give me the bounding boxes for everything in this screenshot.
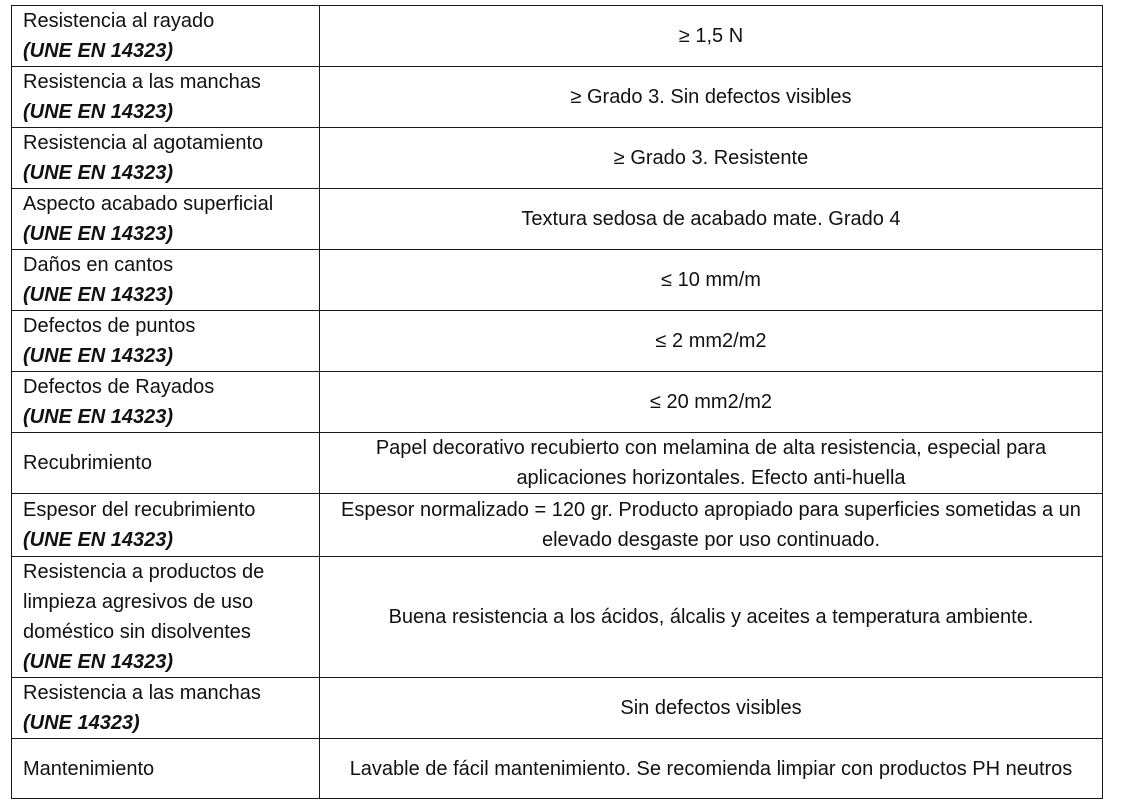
table-row bbox=[12, 372, 1103, 433]
property-cell bbox=[12, 250, 320, 311]
property-cell bbox=[12, 311, 320, 372]
value-cell: Sin defectos visibles bbox=[320, 678, 1103, 739]
table-row bbox=[12, 128, 1103, 189]
specifications-table bbox=[11, 5, 1103, 799]
value-cell: ≥ Grado 3. Resistente bbox=[320, 128, 1103, 189]
property-name: Resistencia al rayado bbox=[23, 10, 215, 32]
value-cell: ≤ 10 mm/m bbox=[320, 250, 1103, 311]
table-row bbox=[12, 67, 1103, 128]
property-standard: (UNE EN 14323) bbox=[23, 162, 174, 184]
value-cell: Papel decorativo recubierto con melamina de alta resistencia, especial para aplicaciones horizontales. Efecto anti-huella bbox=[320, 433, 1103, 494]
property-cell bbox=[12, 557, 320, 678]
value-cell: ≥ Grado 3. Sin defectos visibles bbox=[320, 67, 1103, 128]
table-row bbox=[12, 6, 1103, 67]
property-cell bbox=[12, 433, 320, 494]
property-name: Daños en cantos bbox=[23, 254, 174, 276]
property-name: Defectos de Rayados bbox=[23, 376, 215, 398]
property-name: Defectos de puntos bbox=[23, 315, 196, 337]
table-row bbox=[12, 739, 1103, 799]
property-standard: (UNE EN 14323) bbox=[23, 651, 174, 673]
value-cell: Buena resistencia a los ácidos, álcalis y aceites a temperatura ambiente. bbox=[320, 557, 1103, 678]
property-name: Espesor del recubrimiento bbox=[23, 499, 256, 521]
property-name: Resistencia a las manchas bbox=[23, 682, 261, 704]
property-cell bbox=[12, 189, 320, 250]
property-name: Resistencia al agotamiento bbox=[23, 132, 264, 154]
property-name: Resistencia a las manchas bbox=[23, 71, 261, 93]
property-standard: (UNE EN 14323) bbox=[23, 345, 174, 367]
property-standard: (UNE EN 14323) bbox=[23, 101, 174, 123]
property-name: Mantenimiento bbox=[23, 757, 155, 780]
table-row bbox=[12, 189, 1103, 250]
property-cell bbox=[12, 67, 320, 128]
value-cell: ≤ 2 mm2/m2 bbox=[320, 311, 1103, 372]
value-cell: Lavable de fácil mantenimiento. Se recomienda limpiar con productos PH neutros bbox=[320, 739, 1103, 799]
value-cell: Textura sedosa de acabado mate. Grado 4 bbox=[320, 189, 1103, 250]
table-row bbox=[12, 494, 1103, 557]
table-row bbox=[12, 250, 1103, 311]
property-cell bbox=[12, 678, 320, 739]
property-standard: (UNE EN 14323) bbox=[23, 40, 174, 62]
property-standard: (UNE EN 14323) bbox=[23, 406, 174, 428]
table-row bbox=[12, 433, 1103, 494]
property-standard: (UNE 14323) bbox=[23, 712, 140, 734]
property-standard: (UNE EN 14323) bbox=[23, 529, 174, 551]
property-name: Resistencia a productos de limpieza agresivos de uso doméstico sin disolventes bbox=[23, 561, 265, 643]
property-name: Recubrimiento bbox=[23, 452, 152, 474]
property-standard: (UNE EN 14323) bbox=[23, 223, 174, 245]
property-cell bbox=[12, 739, 320, 799]
value-cell: ≥ 1,5 N bbox=[320, 6, 1103, 67]
property-standard: (UNE EN 14323) bbox=[23, 284, 174, 306]
property-cell bbox=[12, 372, 320, 433]
value-cell: Espesor normalizado = 120 gr. Producto apropiado para superficies sometidas a un elevado desgaste por uso continuado. bbox=[320, 494, 1103, 557]
property-cell bbox=[12, 494, 320, 557]
table-row bbox=[12, 311, 1103, 372]
property-cell bbox=[12, 6, 320, 67]
property-cell bbox=[12, 128, 320, 189]
table-row bbox=[12, 557, 1103, 678]
table-row bbox=[12, 678, 1103, 739]
value-cell: ≤ 20 mm2/m2 bbox=[320, 372, 1103, 433]
property-name: Aspecto acabado superficial bbox=[23, 193, 274, 215]
